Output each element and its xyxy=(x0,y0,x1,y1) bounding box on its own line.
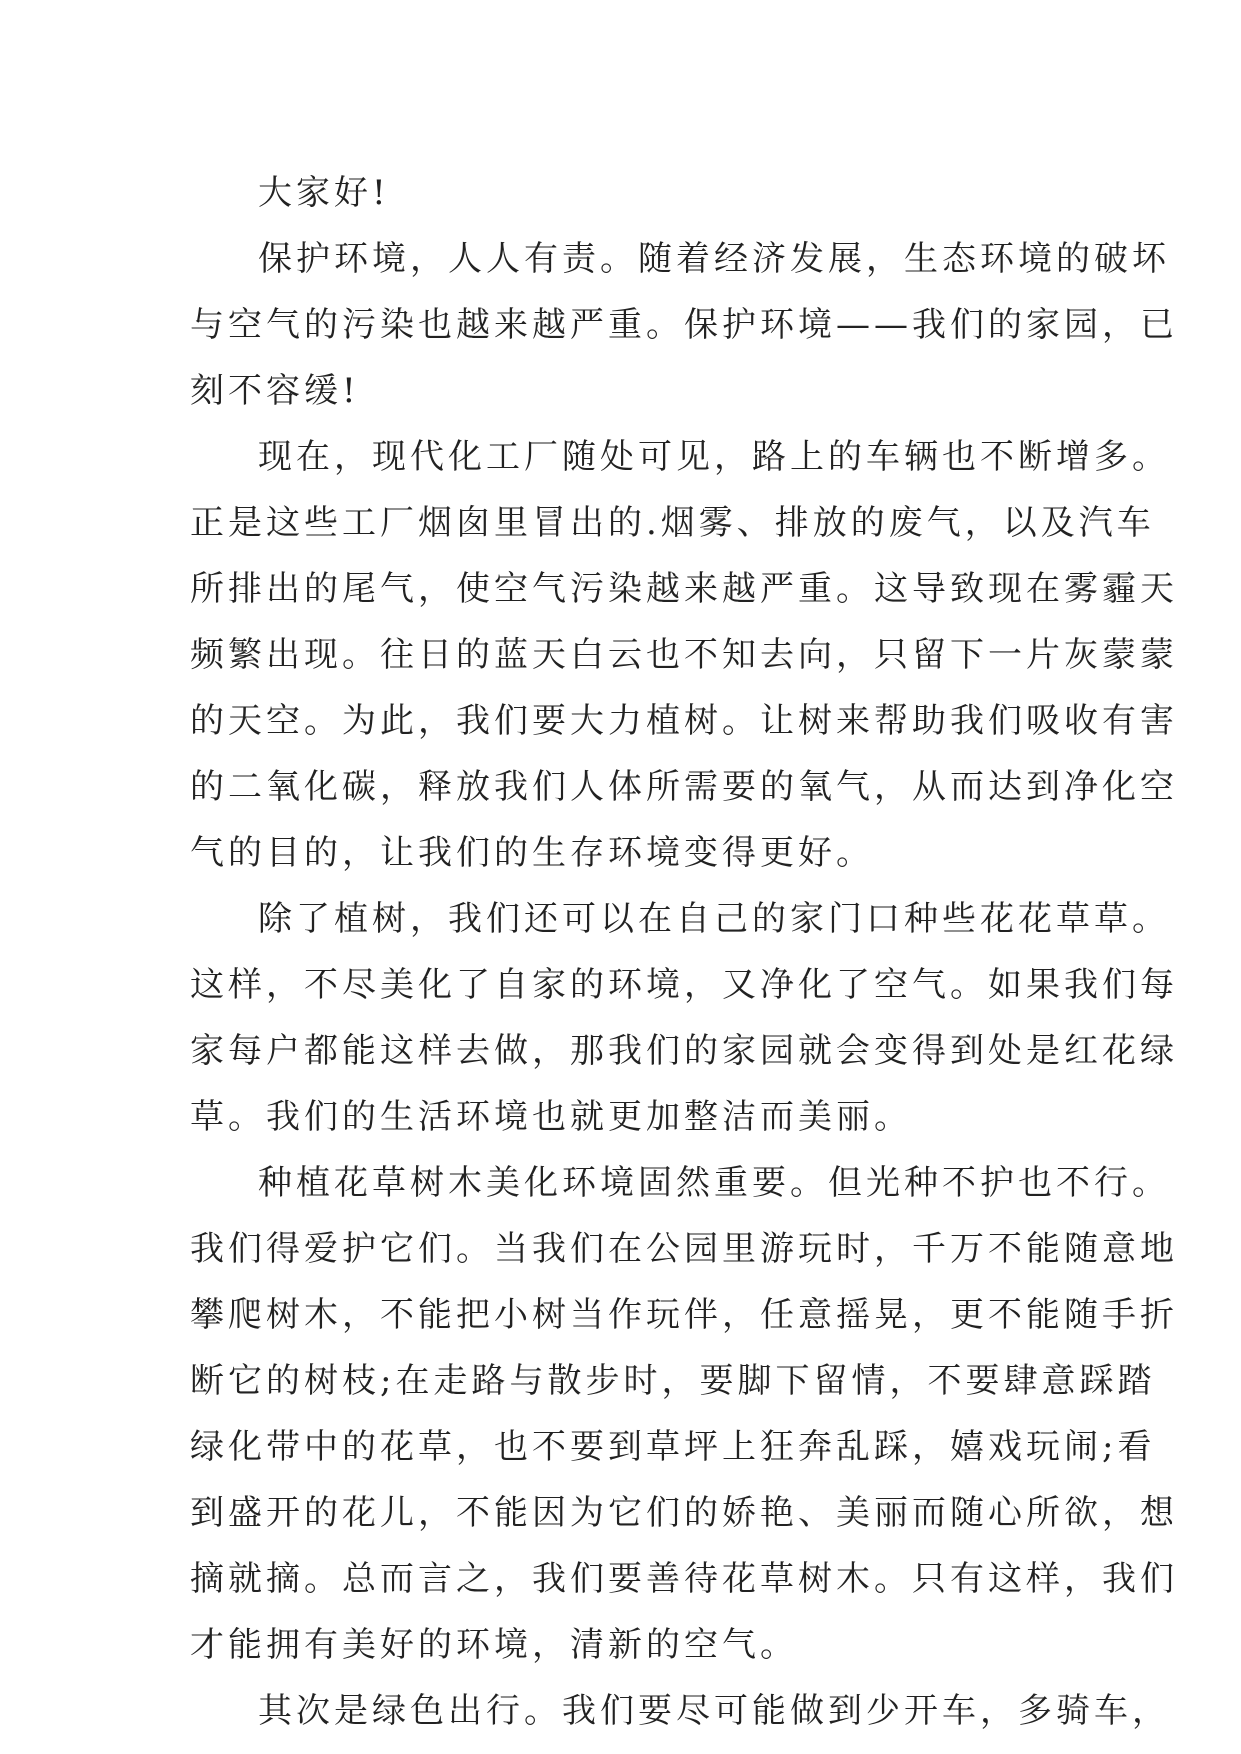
text-line: 正是这些工厂烟囱里冒出的.烟雾、排放的废气，以及汽车 xyxy=(190,503,1155,543)
text-line: 除了植树，我们还可以在自己的家门口种些花花草草。 xyxy=(258,899,1170,939)
text-line: 种植花草树木美化环境固然重要。但光种不护也不行。 xyxy=(258,1163,1170,1203)
text-line: 绿化带中的花草，也不要到草坪上狂奔乱踩，嬉戏玩闹;看 xyxy=(190,1427,1156,1467)
document-body xyxy=(190,160,1178,1744)
text-line: 才能拥有美好的环境，清新的空气。 xyxy=(190,1625,798,1665)
text-line: 这样，不尽美化了自家的环境，又净化了空气。如果我们每 xyxy=(190,965,1178,1005)
text-line: 与空气的污染也越来越严重。保护环境——我们的家园，已 xyxy=(190,305,1178,345)
text-line: 的二氧化碳，释放我们人体所需要的氧气，从而达到净化空 xyxy=(190,767,1178,807)
text-line: 保护环境，人人有责。随着经济发展，生态环境的破坏 xyxy=(258,239,1170,279)
text-line: 气的目的，让我们的生存环境变得更好。 xyxy=(190,833,874,873)
text-line: 的天空。为此，我们要大力植树。让树来帮助我们吸收有害 xyxy=(190,701,1178,741)
text-line: 大家好! xyxy=(258,173,390,213)
text-line: 家每户都能这样去做，那我们的家园就会变得到处是红花绿 xyxy=(190,1031,1178,1071)
text-line: 断它的树枝;在走路与散步时，要脚下留情，不要肆意踩踏 xyxy=(190,1361,1156,1401)
text-line: 到盛开的花儿，不能因为它们的娇艳、美丽而随心所欲，想 xyxy=(190,1493,1178,1533)
text-line: 频繁出现。往日的蓝天白云也不知去向，只留下一片灰蒙蒙 xyxy=(190,635,1178,675)
text-line: 现在，现代化工厂随处可见，路上的车辆也不断增多。 xyxy=(258,437,1170,477)
text-line: 其次是绿色出行。我们要尽可能做到少开车，多骑车， xyxy=(258,1691,1170,1731)
text-line: 攀爬树木，不能把小树当作玩伴，任意摇晃，更不能随手折 xyxy=(190,1295,1178,1335)
text-line: 草。我们的生活环境也就更加整洁而美丽。 xyxy=(190,1097,912,1137)
text-line: 我们得爱护它们。当我们在公园里游玩时，千万不能随意地 xyxy=(190,1229,1178,1269)
text-line: 摘就摘。总而言之，我们要善待花草树木。只有这样，我们 xyxy=(190,1559,1178,1599)
text-line: 刻不容缓! xyxy=(190,371,360,411)
text-line: 所排出的尾气，使空气污染越来越严重。这导致现在雾霾天 xyxy=(190,569,1178,609)
